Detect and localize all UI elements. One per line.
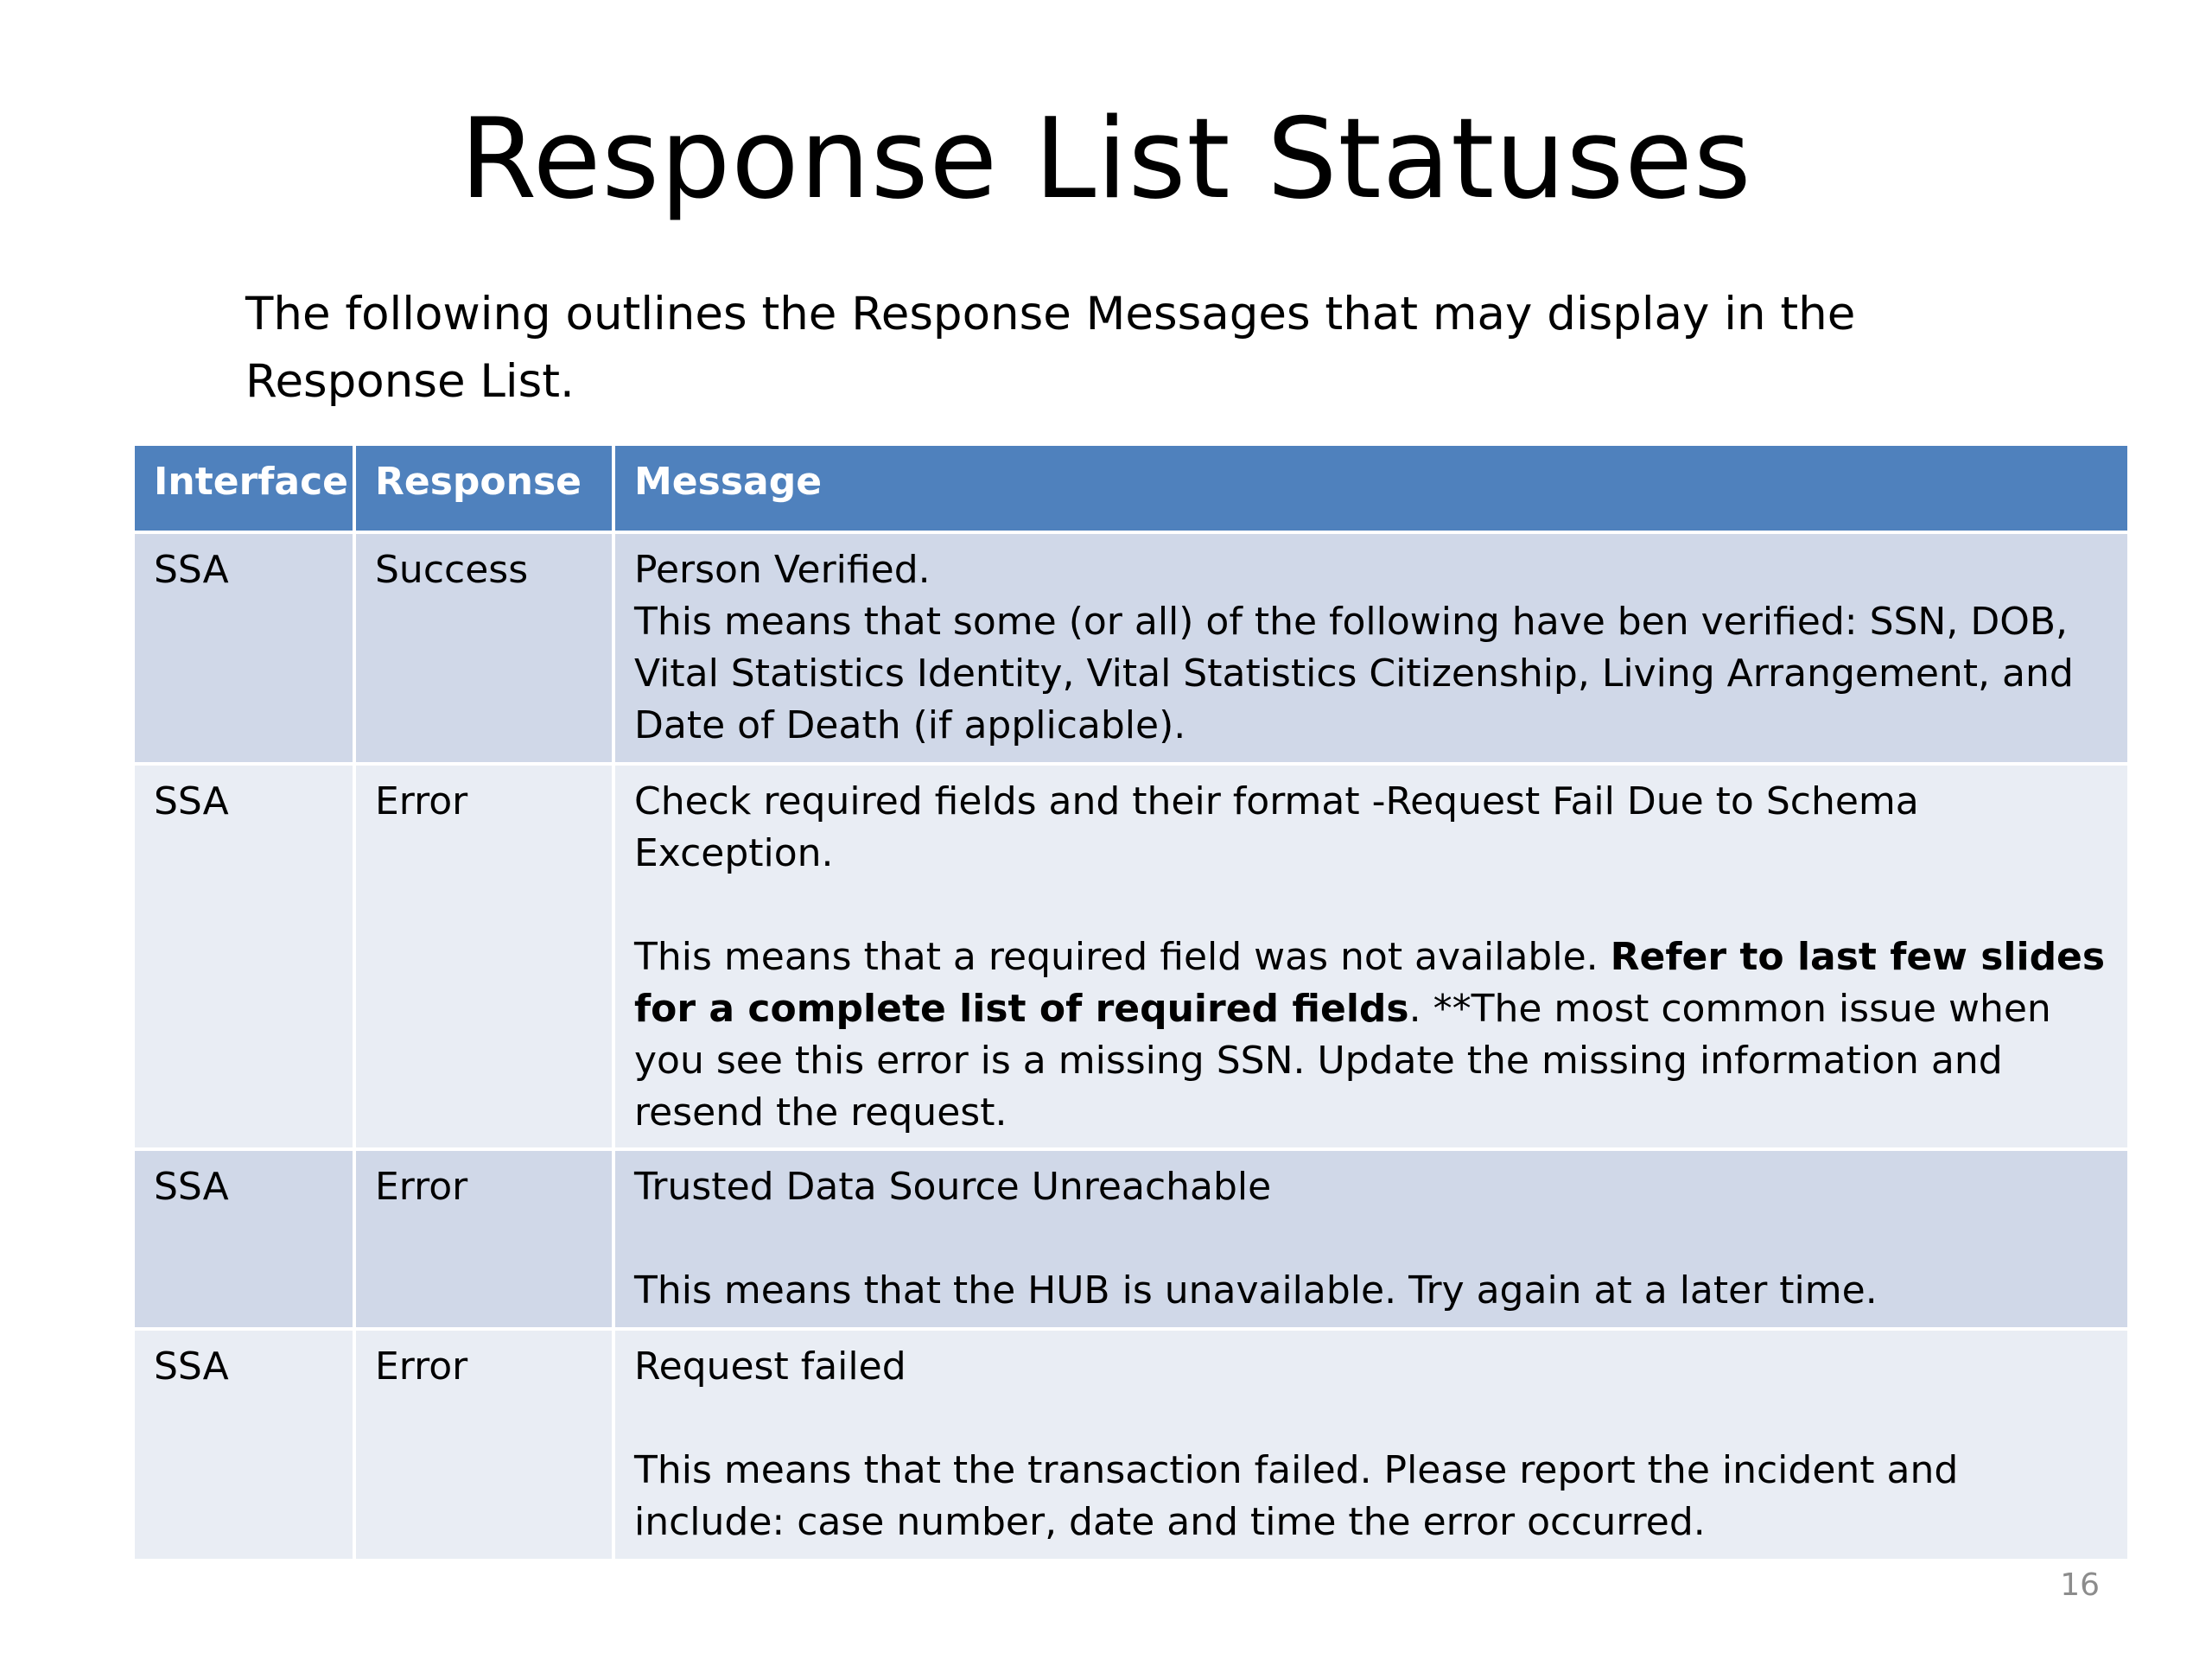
response-cell: Error: [354, 1329, 613, 1560]
table-header-row: [133, 444, 2129, 532]
response-status-table: [131, 442, 2131, 1562]
slide-title: Response List Statuses: [460, 95, 1752, 224]
table-row: [133, 764, 2129, 1149]
interface-cell: SSA: [133, 1329, 354, 1560]
intro-text: The following outlines the Response Messages that may display in the Response List.: [245, 288, 1856, 408]
message-summary: Request failed: [634, 1344, 906, 1389]
message-detail: This means that the transaction failed. Please report the incident and include: case number, date and time the error occurred.: [634, 1448, 1959, 1544]
message-cell: [613, 1149, 2129, 1329]
response-cell: Error: [354, 764, 613, 1149]
message-spacer: [634, 1393, 2108, 1445]
message-detail: This means that the HUB is unavailable. Try again at a later time.: [634, 1268, 1878, 1313]
message-detail: This means that some (or all) of the following have ben verified: SSN, DOB, Vital Statistics Identity, Vital Statistics Citizenship, Living Arrangement, and Date of Death (if applicable).: [634, 600, 2074, 747]
column-header-interface: Interface: [133, 444, 354, 532]
page-number: 16: [2060, 1567, 2100, 1603]
table-row: [133, 1329, 2129, 1560]
table-row: [133, 1149, 2129, 1329]
column-header-response: Response: [354, 444, 613, 532]
message-detail-end: . **The most common issue when you see this error is a missing SSN. Update the missing information and resend the request.: [634, 987, 2051, 1135]
column-header-message: Message: [613, 444, 2129, 532]
message-detail-start: This means that a required field was not available.: [634, 935, 1611, 979]
interface-cell: SSA: [133, 1149, 354, 1329]
message-summary: Person Verified.: [634, 548, 931, 592]
interface-cell: SSA: [133, 764, 354, 1149]
message-cell: [613, 764, 2129, 1149]
message-summary: Trusted Data Source Unreachable: [634, 1165, 1272, 1209]
table-row: [133, 532, 2129, 764]
response-cell: Error: [354, 1149, 613, 1329]
message-detail: [634, 931, 2108, 1139]
message-spacer: [634, 880, 2108, 931]
message-detail-emphasis: Refer to last few slides for a complete list of required fields: [634, 935, 2106, 1031]
response-cell: Success: [354, 532, 613, 764]
interface-cell: SSA: [133, 532, 354, 764]
message-spacer: [634, 1213, 2108, 1265]
message-cell: [613, 1329, 2129, 1560]
message-summary: Check required fields and their format -Request Fail Due to Schema Exception.: [634, 779, 1919, 875]
message-cell: [613, 532, 2129, 764]
